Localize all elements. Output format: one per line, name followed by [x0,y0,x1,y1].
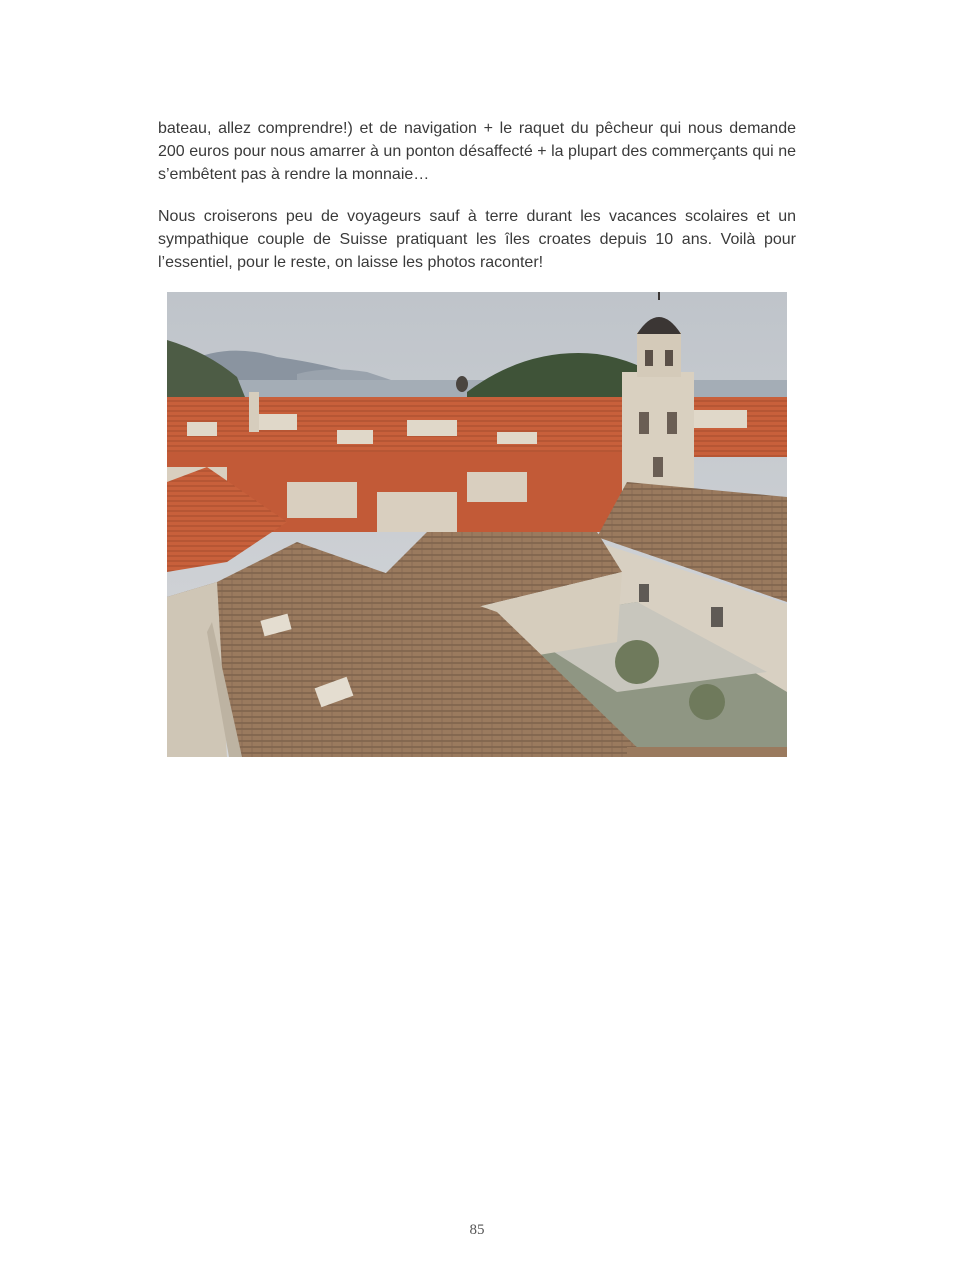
paragraph-1: bateau, allez comprendre!) et de navigation + le raquet du pêcheur qui nous demande 200 euros pour nous amarrer à un ponton désaffecté + la plupart des commerçants qui ne s’embêtent pas à rendre la monnaie… [158,120,796,183]
dubrovnik-rooftops-photo [167,292,787,757]
page-number: 85 [469,1222,485,1238]
paragraph-2: Nous croiserons peu de voyageurs sauf à terre durant les vacances scolaires et un sympathique couple de Suisse pratiquant les îles croates depuis 10 ans. Voilà pour l’essentiel, pour le reste, on laisse les photos raconter! [158,208,796,271]
